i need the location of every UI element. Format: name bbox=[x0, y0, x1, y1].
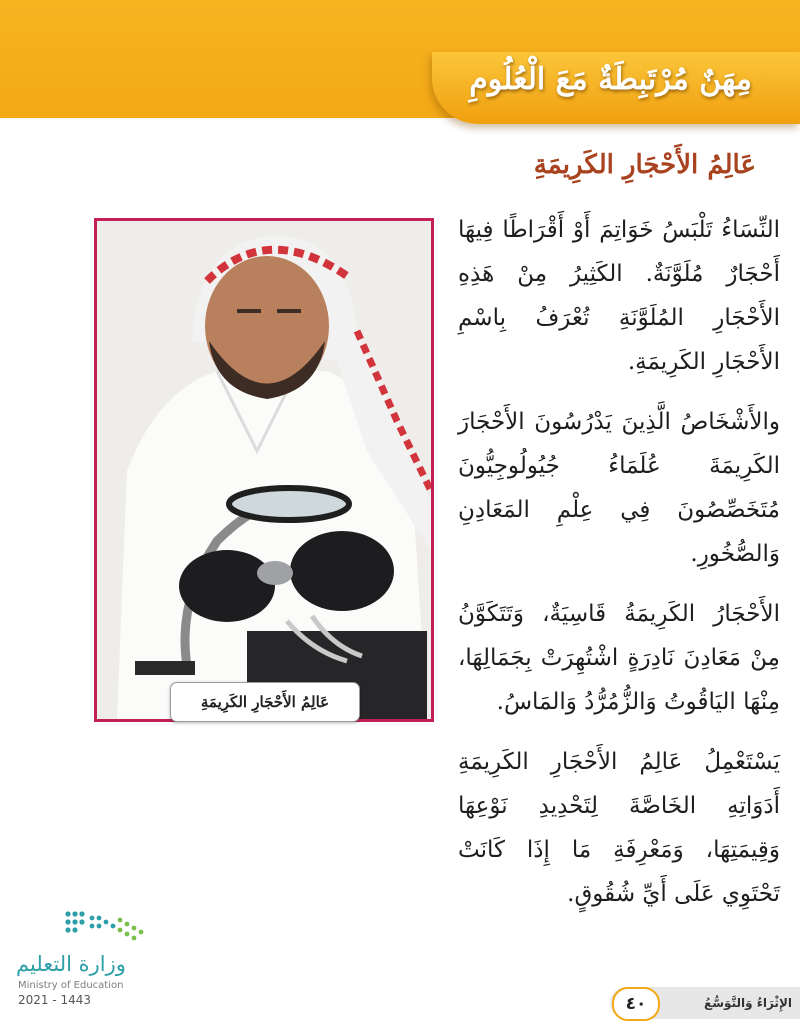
body-paragraph: النِّسَاءُ تَلْبَسُ خَوَاتِمَ أَوْ أَقْرَاطًا فِيهَا أَحْجَارٌ مُلَوَّنَةٌ. الكَثِيرُ مِنْ هَذِهِ الأَحْجَارِ المُلَوَّنَةِ تُعْرَفُ بِاسْمِ الأَحْجَارِ الكَرِيمَةِ. bbox=[458, 217, 780, 375]
gemologist-photo bbox=[94, 218, 434, 722]
ministry-name-english: Ministry of Education bbox=[18, 980, 124, 991]
body-text bbox=[458, 208, 780, 932]
edition-year: 2021 - 1443 bbox=[18, 993, 92, 1007]
ministry-logo-icon bbox=[64, 908, 148, 948]
page-number: ٤٠ bbox=[612, 987, 660, 1021]
ministry-name-arabic: وزارة التعليم bbox=[16, 952, 126, 976]
body-paragraph: الأَحْجَارُ الكَرِيمَةُ قَاسِيَةٌ، وَتَتَكَوَّنُ مِنْ مَعَادِنَ نَادِرَةٍ اشْتُهِرَتْ بِجَمَالِهَا، مِنْهَا اليَاقُوتُ وَالزُّمُرُّدُ وَالمَاسُ. bbox=[458, 601, 780, 715]
photo-caption: عَالِمُ الأَحْجَارِ الكَرِيمَةِ bbox=[170, 682, 360, 722]
body-paragraph: والأَشْخَاصُ الَّذِينَ يَدْرُسُونَ الأَحْجَارَ الكَرِيمَةَ عُلَمَاءُ جُيُولُوجِيُّونَ مُتَخَصِّصُونَ فِي عِلْمِ المَعَادِنِ وَالصُّخُورِ. bbox=[458, 409, 780, 567]
body-paragraph: يَسْتَعْمِلُ عَالِمُ الأَحْجَارِ الكَرِيمَةِ أَدَوَاتِهِ الخَاصَّةَ لِتَحْدِيدِ نَوْعِهَا وَقِيمَتِهَا، وَمَعْرِفَةِ مَا إِذَا كَانَتْ تَحْتَوِي عَلَى أَيِّ شُقُوقٍ. bbox=[458, 749, 780, 907]
gemologist-illustration bbox=[97, 221, 431, 719]
section-title: عَالِمُ الأَحْجَارِ الكَرِيمَةِ bbox=[533, 150, 756, 180]
unit-name: الإِثْرَاءُ وَالتَّوَسُّعُ bbox=[704, 996, 792, 1010]
chapter-title: مِهَنٌ مُرْتَبِطَةٌ مَعَ الْعُلُومِ bbox=[469, 62, 752, 97]
ministry-logo bbox=[16, 908, 166, 1008]
